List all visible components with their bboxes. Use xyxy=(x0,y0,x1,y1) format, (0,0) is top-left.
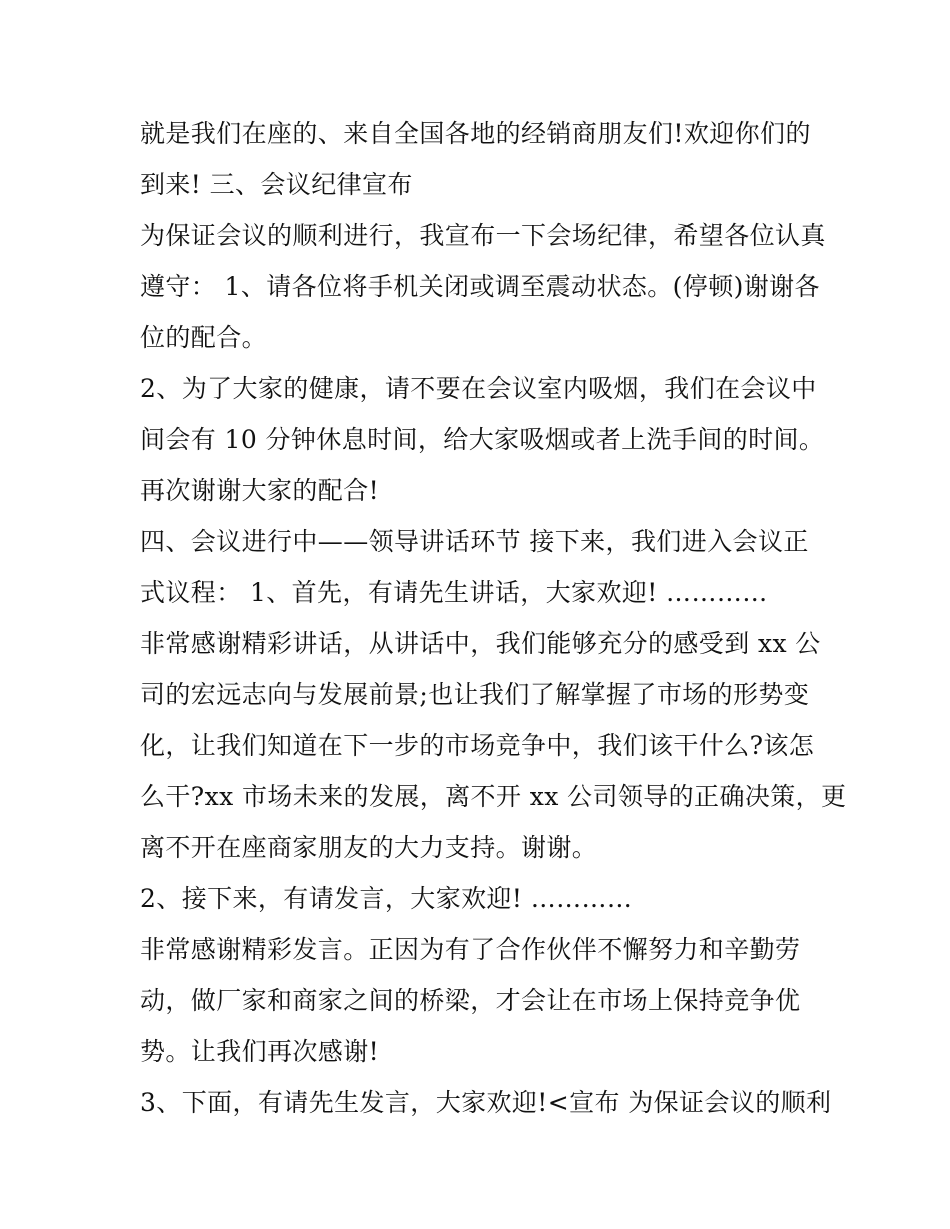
text-line: 位的配合。 xyxy=(140,323,268,352)
document-body xyxy=(140,108,847,1128)
text-line: 非常感谢精彩发言。正因为有了合作伙伴不懈努力和辛勤劳 xyxy=(140,935,801,964)
text-line: 离不开在座商家朋友的大力支持。谢谢。 xyxy=(140,833,598,862)
text-line: 四、会议进行中——领导讲话环节 接下来，我们进入会议正 xyxy=(140,527,809,556)
text-line: 2、接下来，有请发言，大家欢迎! ………… xyxy=(140,884,633,913)
text-line: 化，让我们知道在下一步的市场竞争中，我们该干什么?该怎 xyxy=(140,731,815,760)
text-line: 势。让我们再次感谢! xyxy=(140,1037,380,1066)
text-line: 2、为了大家的健康，请不要在会议室内吸烟，我们在会议中 xyxy=(140,374,817,403)
text-line: 到来! 三、会议纪律宣布 xyxy=(140,170,413,199)
text-line: 司的宏远志向与发展前景;也让我们了解掌握了市场的形势变 xyxy=(140,680,810,709)
text-line: 么干?xx 市场未来的发展，离不开 xx 公司领导的正确决策，更 xyxy=(140,782,847,811)
text-line: 就是我们在座的、来自全国各地的经销商朋友们!欢迎你们的 xyxy=(140,119,811,148)
text-line: 遵守： 1、请各位将手机关闭或调至震动状态。(停顿)谢谢各 xyxy=(140,272,820,301)
text-line: 3、下面，有请先生发言，大家欢迎!<宣布 为保证会议的顺利 xyxy=(140,1088,832,1117)
text-line: 动，做厂家和商家之间的桥梁，才会让在市场上保持竞争优 xyxy=(140,986,801,1015)
text-line: 为保证会议的顺利进行，我宣布一下会场纪律，希望各位认真 xyxy=(140,221,826,250)
text-line: 非常感谢精彩讲话，从讲话中，我们能够充分的感受到 xx 公 xyxy=(140,629,821,658)
text-line: 间会有 10 分钟休息时间，给大家吸烟或者上洗手间的时间。 xyxy=(140,425,825,454)
text-line: 式议程： 1、首先，有请先生讲话，大家欢迎! ………… xyxy=(140,578,768,607)
text-line: 再次谢谢大家的配合! xyxy=(140,476,380,505)
